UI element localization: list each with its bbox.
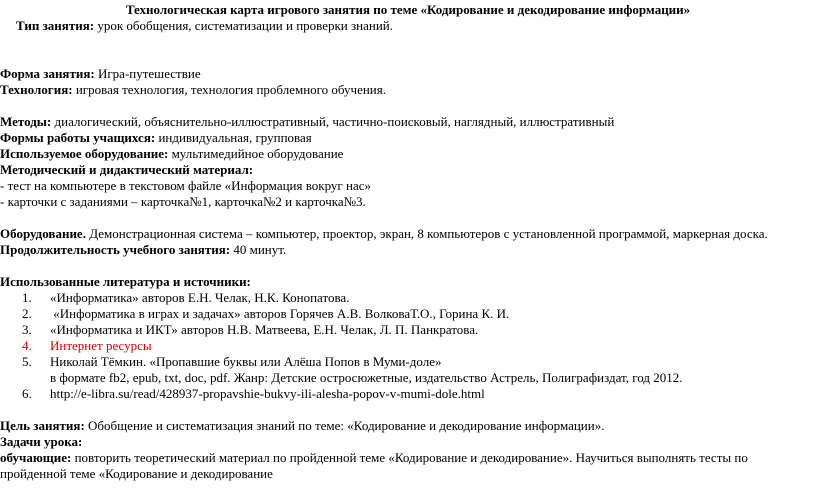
page-title: Технологическая карта игрового занятия по теме «Кодирование и декодирование информации» [125,2,691,17]
literature-heading: Использованные литература и источники: [0,274,251,289]
materials-item: - карточки с заданиями – карточка№1, карточка№2 и карточка№3. [0,194,366,209]
duration: Продолжительность учебного занятия: 40 минут. [0,242,287,257]
literature-link[interactable]: 6. http://e-libra.su/read/428937-propavshie-bukvy-ili-alesha-popov-v-mumi-dole.html [22,386,485,401]
lesson-technology: Технология: игровая технология, технология проблемного обучения. [0,82,386,97]
lesson-methods: Методы: диалогический, объяснительно-иллюстративный, частично-поисковый, наглядный, иллюстративный [0,114,615,129]
literature-item: 5. Николай Тёмкин. «Пропавшие буквы или Алёша Попов в Муми-доле» [22,354,442,369]
work-forms: Формы работы учащихся: индивидуальная, групповая [0,130,312,145]
literature-item: 1. «Информатика» авторов Е.Н. Челак, Н.К. Конопатова. [22,290,350,305]
tasks-heading: Задачи урока: [0,434,83,449]
lesson-type: Тип занятия: урок обобщения, систематизации и проверки знаний. [16,18,393,33]
literature-item: 2. «Информатика в играх и задачах» авторов Горячев А.В. ВолковаТ.О., Горина К. И. [22,306,510,321]
lesson-form: Форма занятия: Игра-путешествие [0,66,201,81]
literature-item-continuation: в формате fb2, epub, txt, doc, pdf. Жанр: Детские остросюжетные, издательство Астрель, Полиграфиздат, год 2012. [50,370,683,385]
teaching-task: обучающие: повторить теоретический материал по пройденной теме «Кодирование и декодирование». Научиться выполнять тесты по [0,450,748,465]
hardware: Оборудование. Демонстрационная система – компьютер, проектор, экран, 8 компьютеров с установленной программой, маркерная доска. [0,226,768,241]
literature-item-highlighted: 4. Интернет ресурсы [22,338,152,353]
teaching-task-continuation: пройденной теме «Кодирование и декодирование [0,466,273,481]
equipment-used: Используемое оборудование: мультимедийное оборудование [0,146,344,161]
materials-heading: Методический и дидактический материал: [0,162,254,177]
materials-item: - тест на компьютере в текстовом файле «Информация вокруг нас» [0,178,372,193]
literature-item: 3. «Информатика и ИКТ» авторов Н.В. Матвеева, Е.Н. Челак, Л. П. Панкратова. [22,322,479,337]
lesson-goal: Цель занятия: Обобщение и систематизация знаний по теме: «Кодирование и декодирование информации». [0,418,605,433]
